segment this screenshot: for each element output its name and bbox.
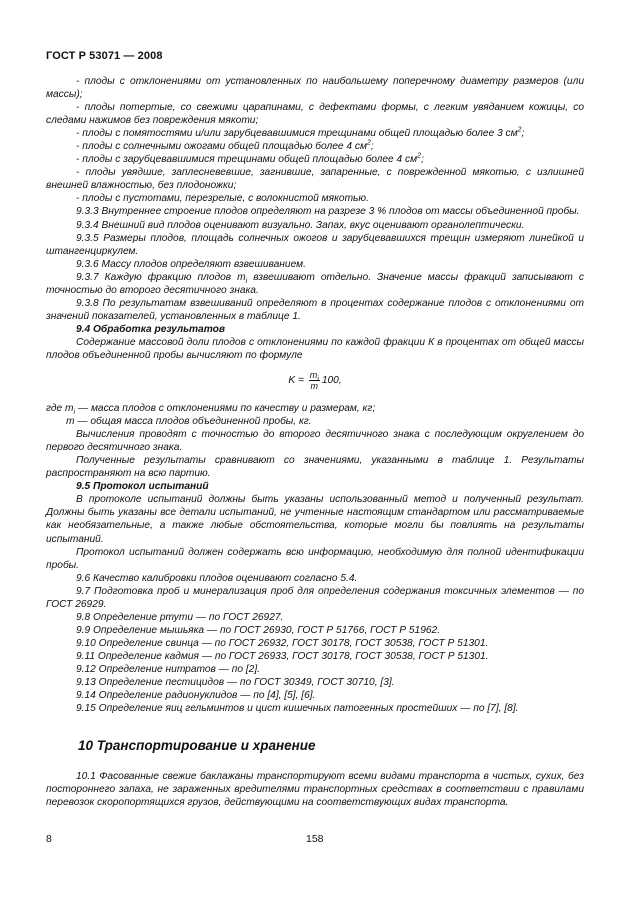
text: - плоды с солнечными ожогами общей площадью более 4 см xyxy=(76,141,367,153)
paragraph: 9.11 Определение кадмия — по ГОСТ 26933, ГОСТ 30178, ГОСТ 30538, ГОСТ Р 51301. xyxy=(76,650,489,662)
paragraph: 10.1 Фасованные свежие баклажаны транспортируют всеми видами транспорта в чистых, сухих, без постороннего запаха, не зараженных вредителями транспортных средствах в соответствии с правилами перевозок скоропортящихся грузов, действующими на соответствующих видах транспорта. xyxy=(46,771,584,809)
paragraph: - плоды увядшие, заплесневевшие, загнившие, запаренные, с поврежденной мякотью, с излишней внешней влажностью, без плодоножки; xyxy=(46,167,584,192)
paragraph: Полученные результаты сравнивают со значениями, указанными в таблице 1. Результаты распространяют на всю партию. xyxy=(46,455,584,480)
paragraph: - плоды потертые, со свежими царапинами, с дефектами формы, с легким увяданием кожицы, со следами нажимов без повреждения мякоти; xyxy=(46,102,584,127)
paragraph: 9.3.6 Массу плодов определяют взвешиванием. xyxy=(76,258,306,270)
section-10-text xyxy=(46,770,584,809)
paragraph: 9.6 Качество калибровки плодов оценивают согласно 5.4. xyxy=(76,572,358,584)
paragraph: 9.7 Подготовка проб и минерализация проб для определения содержания токсичных элементов — по ГОСТ 26929. xyxy=(46,585,584,610)
text: - плоды с помятостями и/или зарубцевавшимися трещинами общей площадью более 3 см xyxy=(76,128,518,140)
paragraph: 9.12 Определение нитратов — по [2]. xyxy=(76,663,260,675)
paragraph: 9.3.3 Внутреннее строение плодов определяют на разрезе 3 % плодов от массы объединенной пробы. xyxy=(76,206,580,218)
superscript: 2 xyxy=(366,139,371,147)
paragraph: 9.3.5 Размеры плодов, площадь солнечных ожогов и зарубцевавшихся трещин измеряют линейкой и штангенциркулем. xyxy=(46,232,584,257)
page-number-center: 158 xyxy=(306,833,324,845)
paragraph xyxy=(46,127,584,140)
formula-legend: m — общая масса плодов объединенной пробы, кг. xyxy=(66,416,312,428)
paragraph: 9.3.8 По результатам взвешиваний определяют в процентах содержание плодов с отклонениями от значений показателей, установленных в таблице 1. xyxy=(46,297,584,322)
text: ; xyxy=(370,141,374,153)
section-heading: 9.5 Протокол испытаний xyxy=(76,481,209,493)
paragraph: 9.14 Определение радионуклидов — по [4], [5], [6]. xyxy=(76,690,316,702)
formula xyxy=(46,370,584,396)
section-heading: 9.4 Обработка результатов xyxy=(76,323,226,335)
document-header: ГОСТ Р 53071 — 2008 xyxy=(46,50,163,62)
paragraph: 9.13 Определение пестицидов — по ГОСТ 30349, ГОСТ 30710, [3]. xyxy=(76,677,395,689)
paragraph: Протокол испытаний должен содержать всю информацию, необходимую для полной идентификации пробы. xyxy=(46,546,584,571)
text: ; xyxy=(521,128,525,140)
formula-lhs: K = xyxy=(288,375,304,387)
paragraph: 9.9 Определение мышьяка — по ГОСТ 26930, ГОСТ Р 51766, ГОСТ Р 51962. xyxy=(76,624,441,636)
paragraph: 9.10 Определение свинца — по ГОСТ 26932, ГОСТ 30178, ГОСТ 30538, ГОСТ Р 51301. xyxy=(76,637,489,649)
text: взвешивают отдельно. Значение массы фракций записывают с точностью до второго десятичного знака. xyxy=(46,271,585,296)
paragraph: 9.3.7 Каждую фракцию плодов $m_i$ взвешивают отдельно. Значение массы фракций записывают с точностью до второго десятичного знака. xyxy=(46,271,585,296)
superscript: 2 xyxy=(417,152,422,160)
page-number-left: 8 xyxy=(46,833,52,845)
formula-fraction: $\frac{m_i}{m}$ xyxy=(309,370,319,392)
section-10-title: 10 Транспортирование и хранение xyxy=(78,738,316,753)
paragraph: Содержание массовой доли плодов с отклонениями по каждой фракции К в процентах от общей массы плодов объединенной пробы вычисляют по формуле xyxy=(46,336,584,361)
paragraph: 9.15 Определение яиц гельминтов и цист кишечных патогенных простейших — по [7], [8]. xyxy=(76,703,519,715)
paragraph: - плоды с отклонениями от установленных по наибольшему поперечному диаметру размеров (или массы); xyxy=(46,76,584,101)
text: - плоды с зарубцевавшимися трещинами общей площадью более 4 см xyxy=(76,154,418,166)
formula-rhs: 100, xyxy=(321,375,342,387)
paragraph: 9.3.4 Внешний вид плодов оценивают визуально. Запах, вкус оценивают органолептически. xyxy=(76,219,525,231)
paragraph: Вычисления проводят с точностью до второго десятичного знака с последующим округлением до первого десятичного знака. xyxy=(46,429,584,454)
text: ; xyxy=(421,154,424,166)
paragraph: В протоколе испытаний должны быть указаны использованный метод и полученный результат. Должны быть указаны все детали испытаний, не учтенные настоящим стандартом или рассматриваемые как необязательные, а также любые обстоятельства, которые могли бы повлиять на результаты испытаний. xyxy=(46,494,584,545)
superscript: 2 xyxy=(517,126,522,134)
text: 9.3.7 Каждую фракцию плодов m xyxy=(76,271,246,283)
paragraph xyxy=(46,140,584,153)
paragraph: 9.8 Определение ртути — по ГОСТ 26927. xyxy=(76,611,284,623)
formula-legend: где $m_i$ — масса плодов с отклонениями по качеству и размерам, кг; xyxy=(46,403,376,417)
paragraph xyxy=(46,153,584,166)
paragraph: - плоды с пустотами, перезрелые, с волокнистой мякотью. xyxy=(76,193,369,205)
main-text xyxy=(46,75,584,715)
